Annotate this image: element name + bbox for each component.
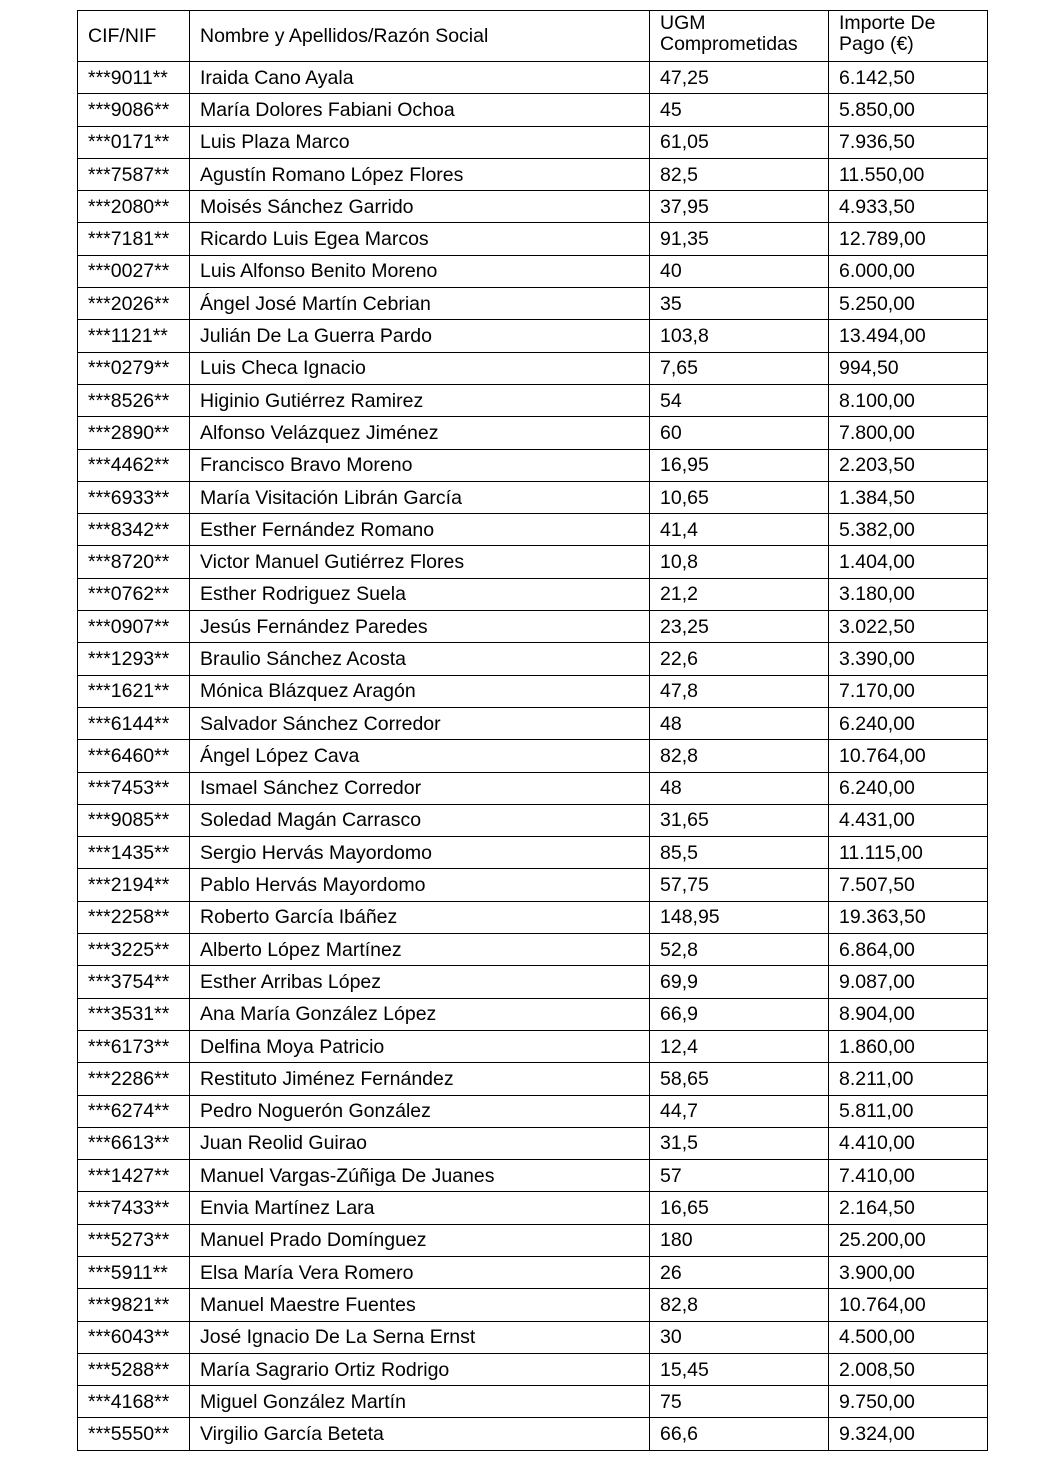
cell-cif-nif: ***6043** [78, 1321, 190, 1353]
cell-ugm: 85,5 [650, 837, 829, 869]
cell-name: María Dolores Fabiani Ochoa [190, 94, 650, 126]
table-row [78, 1192, 988, 1224]
cell-ugm: 31,65 [650, 804, 829, 836]
table-row [78, 481, 988, 513]
cell-payment-amount: 9.750,00 [829, 1386, 988, 1418]
cell-name: Elsa María Vera Romero [190, 1256, 650, 1288]
cell-payment-amount: 6.240,00 [829, 772, 988, 804]
cell-cif-nif: ***5911** [78, 1256, 190, 1288]
cell-ugm: 48 [650, 772, 829, 804]
table-row [78, 675, 988, 707]
cell-cif-nif: ***1293** [78, 643, 190, 675]
table-row [78, 1224, 988, 1256]
table-row [78, 158, 988, 190]
cell-name: Jesús Fernández Paredes [190, 611, 650, 643]
cell-cif-nif: ***2286** [78, 1063, 190, 1095]
cell-ugm: 48 [650, 707, 829, 739]
table-row [78, 191, 988, 223]
cell-cif-nif: ***2258** [78, 901, 190, 933]
cell-cif-nif: ***3754** [78, 966, 190, 998]
cell-ugm: 31,5 [650, 1127, 829, 1159]
cell-ugm: 22,6 [650, 643, 829, 675]
cell-payment-amount: 1.860,00 [829, 1030, 988, 1062]
cell-ugm: 26 [650, 1256, 829, 1288]
cell-ugm: 91,35 [650, 223, 829, 255]
cell-cif-nif: ***8720** [78, 546, 190, 578]
cell-ugm: 66,6 [650, 1418, 829, 1450]
cell-payment-amount: 7.800,00 [829, 417, 988, 449]
cell-cif-nif: ***4462** [78, 449, 190, 481]
cell-cif-nif: ***9821** [78, 1289, 190, 1321]
cell-payment-amount: 5.250,00 [829, 288, 988, 320]
cell-cif-nif: ***0762** [78, 578, 190, 610]
cell-cif-nif: ***6173** [78, 1030, 190, 1062]
cell-ugm: 75 [650, 1386, 829, 1418]
cell-name: Delfina Moya Patricio [190, 1030, 650, 1062]
table-row [78, 611, 988, 643]
cell-payment-amount: 6.142,50 [829, 62, 988, 94]
cell-ugm: 60 [650, 417, 829, 449]
cell-name: Mónica Blázquez Aragón [190, 675, 650, 707]
cell-name: Francisco Bravo Moreno [190, 449, 650, 481]
cell-ugm: 7,65 [650, 352, 829, 384]
cell-name: Manuel Maestre Fuentes [190, 1289, 650, 1321]
header-name: Nombre y Apellidos/Razón Social [190, 11, 650, 62]
table-row [78, 546, 988, 578]
cell-cif-nif: ***2026** [78, 288, 190, 320]
cell-ugm: 69,9 [650, 966, 829, 998]
cell-cif-nif: ***7433** [78, 1192, 190, 1224]
table-row [78, 255, 988, 287]
table-row [78, 514, 988, 546]
cell-name: José Ignacio De La Serna Ernst [190, 1321, 650, 1353]
table-row [78, 1353, 988, 1385]
cell-payment-amount: 5.850,00 [829, 94, 988, 126]
table-row [78, 740, 988, 772]
table-row [78, 384, 988, 416]
cell-name: Luis Alfonso Benito Moreno [190, 255, 650, 287]
table-row [78, 966, 988, 998]
cell-payment-amount: 25.200,00 [829, 1224, 988, 1256]
cell-cif-nif: ***5273** [78, 1224, 190, 1256]
cell-cif-nif: ***2080** [78, 191, 190, 223]
cell-ugm: 15,45 [650, 1353, 829, 1385]
cell-name: Esther Fernández Romano [190, 514, 650, 546]
cell-ugm: 10,8 [650, 546, 829, 578]
cell-ugm: 10,65 [650, 481, 829, 513]
cell-ugm: 148,95 [650, 901, 829, 933]
cell-cif-nif: ***6933** [78, 481, 190, 513]
cell-name: Ángel José Martín Cebrian [190, 288, 650, 320]
cell-cif-nif: ***3531** [78, 998, 190, 1030]
cell-payment-amount: 8.904,00 [829, 998, 988, 1030]
cell-cif-nif: ***4168** [78, 1386, 190, 1418]
cell-ugm: 23,25 [650, 611, 829, 643]
table-row [78, 998, 988, 1030]
cell-ugm: 47,8 [650, 675, 829, 707]
cell-name: Moisés Sánchez Garrido [190, 191, 650, 223]
cell-ugm: 16,95 [650, 449, 829, 481]
cell-cif-nif: ***3225** [78, 934, 190, 966]
cell-ugm: 45 [650, 94, 829, 126]
table-body [78, 62, 988, 1451]
cell-ugm: 12,4 [650, 1030, 829, 1062]
cell-payment-amount: 1.404,00 [829, 546, 988, 578]
table-row [78, 288, 988, 320]
cell-cif-nif: ***9011** [78, 62, 190, 94]
cell-name: Victor Manuel Gutiérrez Flores [190, 546, 650, 578]
cell-cif-nif: ***9086** [78, 94, 190, 126]
cell-cif-nif: ***6613** [78, 1127, 190, 1159]
cell-payment-amount: 6.000,00 [829, 255, 988, 287]
table-row [78, 62, 988, 94]
table-row [78, 837, 988, 869]
cell-payment-amount: 3.900,00 [829, 1256, 988, 1288]
cell-payment-amount: 2.008,50 [829, 1353, 988, 1385]
cell-cif-nif: ***1427** [78, 1160, 190, 1192]
cell-name: Esther Arribas López [190, 966, 650, 998]
table-row [78, 707, 988, 739]
cell-ugm: 41,4 [650, 514, 829, 546]
cell-ugm: 58,65 [650, 1063, 829, 1095]
cell-ugm: 37,95 [650, 191, 829, 223]
cell-cif-nif: ***6460** [78, 740, 190, 772]
cell-ugm: 57 [650, 1160, 829, 1192]
table-row [78, 1256, 988, 1288]
cell-payment-amount: 5.811,00 [829, 1095, 988, 1127]
cell-ugm: 35 [650, 288, 829, 320]
cell-cif-nif: ***5288** [78, 1353, 190, 1385]
cell-name: Iraida Cano Ayala [190, 62, 650, 94]
cell-ugm: 66,9 [650, 998, 829, 1030]
table-row [78, 643, 988, 675]
cell-payment-amount: 7.936,50 [829, 126, 988, 158]
cell-payment-amount: 4.431,00 [829, 804, 988, 836]
cell-payment-amount: 3.390,00 [829, 643, 988, 675]
cell-name: Virgilio García Beteta [190, 1418, 650, 1450]
cell-name: Envia Martínez Lara [190, 1192, 650, 1224]
cell-name: Braulio Sánchez Acosta [190, 643, 650, 675]
cell-ugm: 52,8 [650, 934, 829, 966]
table-row [78, 352, 988, 384]
cell-name: Ismael Sánchez Corredor [190, 772, 650, 804]
cell-ugm: 57,75 [650, 869, 829, 901]
cell-payment-amount: 7.170,00 [829, 675, 988, 707]
cell-ugm: 103,8 [650, 320, 829, 352]
cell-name: Soledad Magán Carrasco [190, 804, 650, 836]
cell-name: Luis Checa Ignacio [190, 352, 650, 384]
cell-payment-amount: 10.764,00 [829, 1289, 988, 1321]
cell-cif-nif: ***9085** [78, 804, 190, 836]
cell-payment-amount: 4.933,50 [829, 191, 988, 223]
cell-cif-nif: ***1121** [78, 320, 190, 352]
cell-payment-amount: 3.022,50 [829, 611, 988, 643]
cell-cif-nif: ***1435** [78, 837, 190, 869]
cell-name: Juan Reolid Guirao [190, 1127, 650, 1159]
cell-payment-amount: 2.164,50 [829, 1192, 988, 1224]
table-row [78, 901, 988, 933]
beneficiaries-table [77, 10, 988, 1451]
cell-name: Restituto Jiménez Fernández [190, 1063, 650, 1095]
cell-cif-nif: ***2890** [78, 417, 190, 449]
cell-payment-amount: 7.507,50 [829, 869, 988, 901]
table-row [78, 1386, 988, 1418]
table-row [78, 1160, 988, 1192]
cell-payment-amount: 10.764,00 [829, 740, 988, 772]
cell-ugm: 82,5 [650, 158, 829, 190]
table-row [78, 126, 988, 158]
cell-name: Ricardo Luis Egea Marcos [190, 223, 650, 255]
cell-name: Sergio Hervás Mayordomo [190, 837, 650, 869]
cell-name: Roberto García Ibáñez [190, 901, 650, 933]
cell-ugm: 30 [650, 1321, 829, 1353]
cell-cif-nif: ***7587** [78, 158, 190, 190]
cell-name: Higinio Gutiérrez Ramirez [190, 384, 650, 416]
cell-ugm: 82,8 [650, 740, 829, 772]
table-row [78, 1063, 988, 1095]
cell-ugm: 16,65 [650, 1192, 829, 1224]
cell-payment-amount: 19.363,50 [829, 901, 988, 933]
table-row [78, 1030, 988, 1062]
cell-ugm: 40 [650, 255, 829, 287]
cell-ugm: 21,2 [650, 578, 829, 610]
cell-cif-nif: ***8342** [78, 514, 190, 546]
cell-cif-nif: ***6144** [78, 707, 190, 739]
cell-cif-nif: ***6274** [78, 1095, 190, 1127]
cell-name: Manuel Vargas-Zúñiga De Juanes [190, 1160, 650, 1192]
table-row [78, 223, 988, 255]
cell-payment-amount: 13.494,00 [829, 320, 988, 352]
table-row [78, 417, 988, 449]
cell-payment-amount: 994,50 [829, 352, 988, 384]
cell-name: Miguel González Martín [190, 1386, 650, 1418]
cell-name: Manuel Prado Domínguez [190, 1224, 650, 1256]
cell-name: María Sagrario Ortiz Rodrigo [190, 1353, 650, 1385]
cell-payment-amount: 4.410,00 [829, 1127, 988, 1159]
header-ugm: UGM Comprometidas [650, 11, 829, 62]
cell-ugm: 61,05 [650, 126, 829, 158]
cell-payment-amount: 3.180,00 [829, 578, 988, 610]
header-row [78, 11, 988, 62]
table-row [78, 772, 988, 804]
table-row [78, 934, 988, 966]
table-row [78, 94, 988, 126]
table-row [78, 804, 988, 836]
table-header [78, 11, 988, 62]
table-row [78, 1321, 988, 1353]
cell-cif-nif: ***7181** [78, 223, 190, 255]
cell-cif-nif: ***5550** [78, 1418, 190, 1450]
cell-payment-amount: 8.211,00 [829, 1063, 988, 1095]
table-row [78, 1289, 988, 1321]
cell-name: María Visitación Librán García [190, 481, 650, 513]
cell-payment-amount: 11.115,00 [829, 837, 988, 869]
cell-name: Pedro Noguerón González [190, 1095, 650, 1127]
table-row [78, 578, 988, 610]
cell-name: Ángel López Cava [190, 740, 650, 772]
table-row [78, 1095, 988, 1127]
cell-payment-amount: 6.864,00 [829, 934, 988, 966]
cell-payment-amount: 4.500,00 [829, 1321, 988, 1353]
cell-name: Esther Rodriguez Suela [190, 578, 650, 610]
cell-cif-nif: ***0027** [78, 255, 190, 287]
cell-payment-amount: 1.384,50 [829, 481, 988, 513]
table-row [78, 1127, 988, 1159]
cell-name: Julián De La Guerra Pardo [190, 320, 650, 352]
cell-ugm: 82,8 [650, 1289, 829, 1321]
cell-cif-nif: ***8526** [78, 384, 190, 416]
cell-name: Ana María González López [190, 998, 650, 1030]
cell-cif-nif: ***0171** [78, 126, 190, 158]
cell-payment-amount: 12.789,00 [829, 223, 988, 255]
table-row [78, 449, 988, 481]
cell-ugm: 54 [650, 384, 829, 416]
cell-payment-amount: 9.087,00 [829, 966, 988, 998]
cell-name: Luis Plaza Marco [190, 126, 650, 158]
table-row [78, 869, 988, 901]
table-row [78, 320, 988, 352]
header-cif-nif: CIF/NIF [78, 11, 190, 62]
cell-payment-amount: 6.240,00 [829, 707, 988, 739]
cell-payment-amount: 8.100,00 [829, 384, 988, 416]
cell-ugm: 44,7 [650, 1095, 829, 1127]
table-row [78, 1418, 988, 1450]
cell-name: Alberto López Martínez [190, 934, 650, 966]
cell-cif-nif: ***2194** [78, 869, 190, 901]
cell-cif-nif: ***0279** [78, 352, 190, 384]
cell-payment-amount: 11.550,00 [829, 158, 988, 190]
cell-cif-nif: ***0907** [78, 611, 190, 643]
cell-name: Pablo Hervás Mayordomo [190, 869, 650, 901]
cell-ugm: 47,25 [650, 62, 829, 94]
cell-ugm: 180 [650, 1224, 829, 1256]
cell-cif-nif: ***7453** [78, 772, 190, 804]
cell-name: Agustín Romano López Flores [190, 158, 650, 190]
cell-name: Alfonso Velázquez Jiménez [190, 417, 650, 449]
header-payment-amount: Importe De Pago (€) [829, 11, 988, 62]
cell-payment-amount: 5.382,00 [829, 514, 988, 546]
cell-name: Salvador Sánchez Corredor [190, 707, 650, 739]
cell-payment-amount: 2.203,50 [829, 449, 988, 481]
cell-payment-amount: 7.410,00 [829, 1160, 988, 1192]
cell-payment-amount: 9.324,00 [829, 1418, 988, 1450]
cell-cif-nif: ***1621** [78, 675, 190, 707]
